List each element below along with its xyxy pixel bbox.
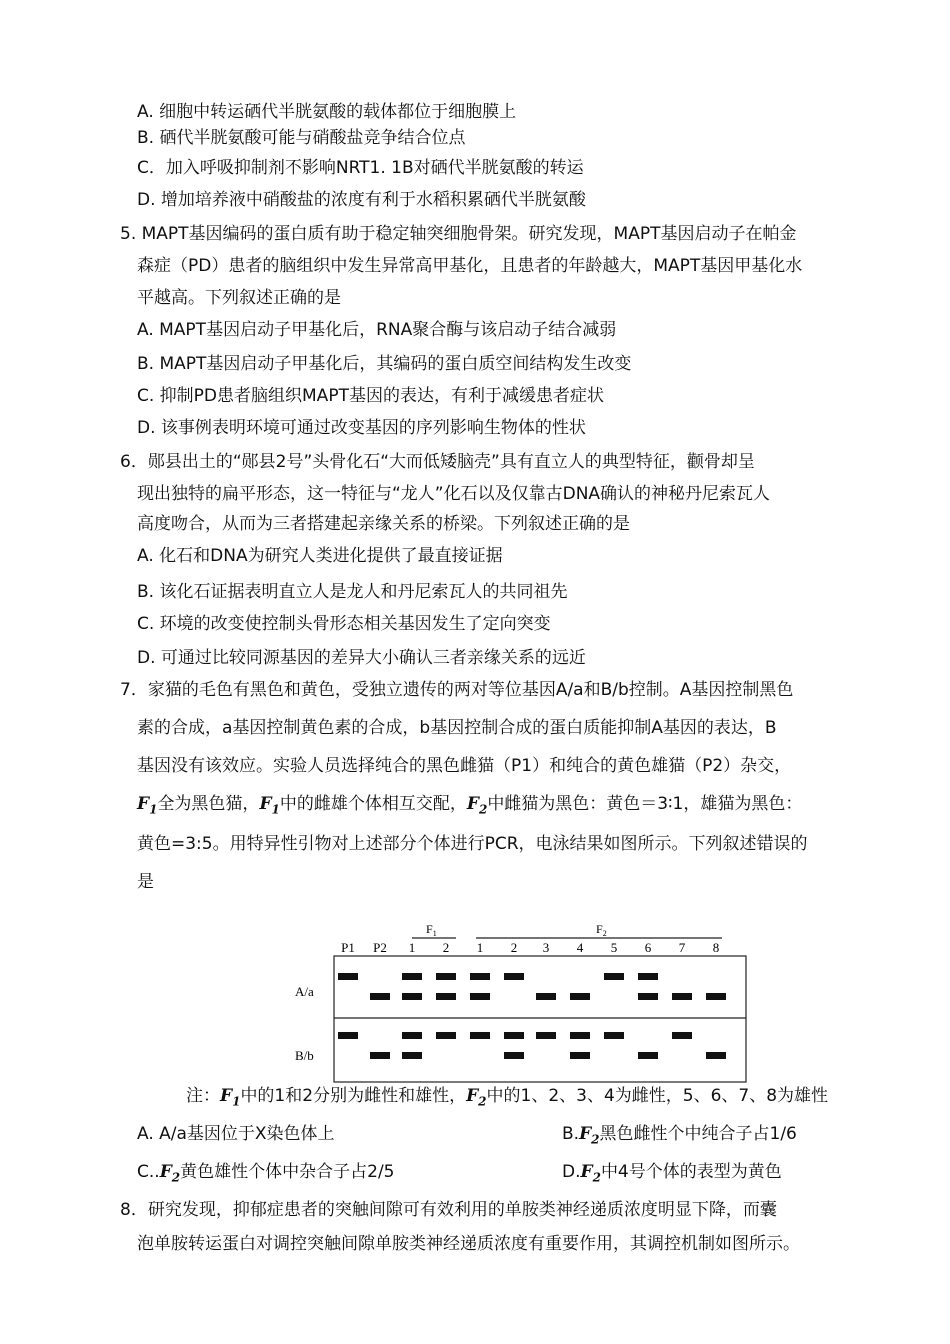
q4-option-d: D. 增加培养液中硝酸盐的浓度有利于水稻积累硒代半胱氨酸 bbox=[137, 190, 586, 210]
f1-symbol: $F_1$ bbox=[259, 794, 280, 817]
band-Aa-upper bbox=[504, 973, 524, 980]
lane-label: P2 bbox=[373, 940, 387, 955]
lane-label: 5 bbox=[610, 940, 618, 955]
q7-stem-line-4 bbox=[137, 792, 802, 821]
f2-symbol: $F_2$ bbox=[466, 1086, 487, 1109]
f1-symbol: $F_1$ bbox=[220, 1086, 241, 1109]
band-Bb-upper bbox=[570, 1032, 590, 1039]
band-Bb-upper bbox=[672, 1032, 692, 1039]
band-Bb-lower bbox=[370, 1052, 390, 1059]
q6-option-c: C. 环境的改变使控制头骨形态相关基因发生了定向突变 bbox=[137, 614, 551, 634]
band-Aa-lower bbox=[436, 993, 456, 1000]
q6-stem-line-2: 现出独特的扁平形态，这一特征与“龙人”化石以及仅靠古DNA确认的神秘丹尼索瓦人 bbox=[137, 484, 771, 504]
gel-frame bbox=[334, 956, 746, 1082]
band-Aa-upper bbox=[470, 973, 490, 980]
gel-row-label-bb: B/b bbox=[295, 1048, 314, 1063]
electrophoresis-figure bbox=[290, 918, 760, 1086]
band-Aa-lower bbox=[672, 993, 692, 1000]
q5-option-b: B. MAPT基因启动子甲基化后，其编码的蛋白质空间结构发生改变 bbox=[137, 354, 632, 374]
band-Aa-upper bbox=[402, 973, 422, 980]
q5-stem-line-3: 平越高。下列叙述正确的是 bbox=[137, 288, 341, 308]
lane-label: P1 bbox=[341, 940, 355, 955]
q5-stem-line-1: 5. MAPT基因编码的蛋白质有助于稳定轴突细胞骨架。研究发现，MAPT基因启动子在帕金 bbox=[120, 224, 797, 244]
gel-f1-label: $F_1$ bbox=[426, 922, 437, 938]
q6-option-b: B. 该化石证据表明直立人是龙人和丹尼索瓦人的共同祖先 bbox=[137, 582, 568, 602]
gel-f2-label: $F_2$ bbox=[596, 922, 607, 938]
band-Bb-upper bbox=[402, 1032, 422, 1039]
q7-option-d: $D.F_2$中4号个体的表型为黄色 bbox=[562, 1162, 782, 1185]
lane-label: 3 bbox=[542, 940, 550, 955]
lane-label: 6 bbox=[644, 940, 652, 955]
f1-symbol: $F_1$ bbox=[137, 794, 158, 817]
q7-stem-line-6: 是 bbox=[137, 872, 154, 892]
band-Aa-upper bbox=[436, 973, 456, 980]
band-Bb-upper bbox=[436, 1032, 456, 1039]
band-Bb-lower bbox=[570, 1052, 590, 1059]
lane-label: 8 bbox=[712, 940, 720, 955]
q7-option-b: $B.F_2$黑色雌性个中纯合子占1/6 bbox=[562, 1124, 797, 1147]
lane-label: 1 bbox=[408, 940, 416, 955]
band-Aa-lower bbox=[638, 993, 658, 1000]
q8-stem-line-2: 泡单胺转运蛋白对调控突触间隙单胺类神经递质浓度有重要作用，其调控机制如图所示。 bbox=[137, 1234, 800, 1254]
band-Bb-upper bbox=[338, 1032, 358, 1039]
gel-note bbox=[186, 1084, 828, 1113]
band-Bb-upper bbox=[470, 1032, 490, 1039]
q5-option-a: A. MAPT基因启动子甲基化后，RNA聚合酶与该启动子结合减弱 bbox=[137, 320, 617, 340]
band-Aa-lower bbox=[570, 993, 590, 1000]
gel-row-label-aa: A/a bbox=[295, 984, 314, 999]
q6-option-a: A. 化石和DNA为研究人类进化提供了最直接证据 bbox=[137, 546, 503, 566]
q7-stem-line-1: 7．家猫的毛色有黑色和黄色，受独立遗传的两对等位基因A/a和B/b控制。A基因控制黑色 bbox=[120, 680, 794, 700]
q4-option-a: A. 细胞中转运硒代半胱氨酸的载体都位于细胞膜上 bbox=[137, 102, 517, 122]
note-text-c: 中的1、2、3、4为雌性，5、6、7、8为雄性 bbox=[486, 1086, 829, 1106]
band-Aa-upper bbox=[338, 973, 358, 980]
band-Aa-upper bbox=[638, 973, 658, 980]
q7-text-4c: 中雌猫为黑色：黄色＝3∶1，雄猫为黑色： bbox=[487, 794, 803, 814]
lane-label: 7 bbox=[678, 940, 686, 955]
q7-stem-line-5: 黄色=3:5。用特异性引物对上述部分个体进行PCR，电泳结果如图所示。下列叙述错误的 bbox=[137, 834, 808, 854]
q7-text-4a: 全为黑色猫， bbox=[157, 794, 260, 814]
q5-option-d: D. 该事例表明环境可通过改变基因的序列影响生物体的性状 bbox=[137, 418, 586, 438]
q4-option-c: C．加入呼吸抑制剂不影响NRT1. 1B对硒代半胱氨酸的转运 bbox=[137, 158, 584, 178]
band-Aa-upper bbox=[604, 973, 624, 980]
f2-symbol: $F_2$ bbox=[159, 1162, 181, 1185]
band-Aa-lower bbox=[470, 993, 490, 1000]
q7-option-a: A. A/a基因位于X染色体上 bbox=[137, 1124, 335, 1144]
f2-symbol: $F_2$ bbox=[580, 1162, 601, 1185]
band-Bb-lower bbox=[402, 1052, 422, 1059]
band-Aa-lower bbox=[402, 993, 422, 1000]
q5-option-c: C. 抑制PD患者脑组织MAPT基因的表达，有利于减缓患者症状 bbox=[137, 386, 604, 406]
band-Aa-lower bbox=[536, 993, 556, 1000]
gel-bands bbox=[338, 973, 726, 1059]
band-Aa-lower bbox=[706, 993, 726, 1000]
q7-text-4b: 中的雌雄个体相互交配， bbox=[279, 794, 467, 814]
q6-stem-line-1: 6．郧县出土的“郧县2号”头骨化石“大而低矮脑壳”具有直立人的典型特征，颧骨却呈 bbox=[120, 452, 755, 472]
q8-stem-line-1: 8．研究发现，抑郁症患者的突触间隙可有效利用的单胺类神经递质浓度明显下降，而囊 bbox=[120, 1200, 777, 1220]
gel-lane-labels bbox=[341, 940, 719, 955]
lane-label: 2 bbox=[442, 940, 450, 955]
band-Bb-upper bbox=[536, 1032, 556, 1039]
q6-option-d: D. 可通过比较同源基因的差异大小确认三者亲缘关系的远近 bbox=[137, 648, 586, 668]
q7-stem-line-3: 基因没有该效应。实验人员选择纯合的黑色雌猫（P1）和纯合的黄色雄猫（P2）杂交， bbox=[137, 756, 792, 776]
note-prefix: 注： bbox=[186, 1086, 220, 1106]
note-text-b: 中的1和2分别为雌性和雄性， bbox=[240, 1086, 467, 1106]
q6-stem-line-3: 高度吻合，从而为三者搭建起亲缘关系的桥梁。下列叙述正确的是 bbox=[137, 514, 630, 534]
f2-symbol: $F_2$ bbox=[466, 794, 488, 817]
band-Bb-upper bbox=[504, 1032, 524, 1039]
lane-label: 2 bbox=[510, 940, 518, 955]
f2-symbol: $F_2$ bbox=[579, 1124, 600, 1147]
band-Bb-lower bbox=[638, 1052, 658, 1059]
lane-label: 4 bbox=[576, 940, 584, 955]
lane-label: 1 bbox=[476, 940, 484, 955]
q7-stem-line-2: 素的合成，a基因控制黄色素的合成，b基因控制合成的蛋白质能抑制A基因的表达，B bbox=[137, 718, 777, 738]
q5-stem-line-2: 森症（PD）患者的脑组织中发生异常高甲基化，且患者的年龄越大，MAPT基因甲基化水 bbox=[137, 256, 803, 276]
q7-option-c: $C..F_2$黄色雄性个体中杂合子占2/5 bbox=[137, 1162, 395, 1185]
band-Bb-lower bbox=[706, 1052, 726, 1059]
band-Bb-upper bbox=[604, 1032, 624, 1039]
band-Bb-lower bbox=[504, 1052, 524, 1059]
band-Aa-lower bbox=[370, 993, 390, 1000]
q4-option-b: B. 硒代半胱氨酸可能与硝酸盐竞争结合位点 bbox=[137, 128, 466, 148]
